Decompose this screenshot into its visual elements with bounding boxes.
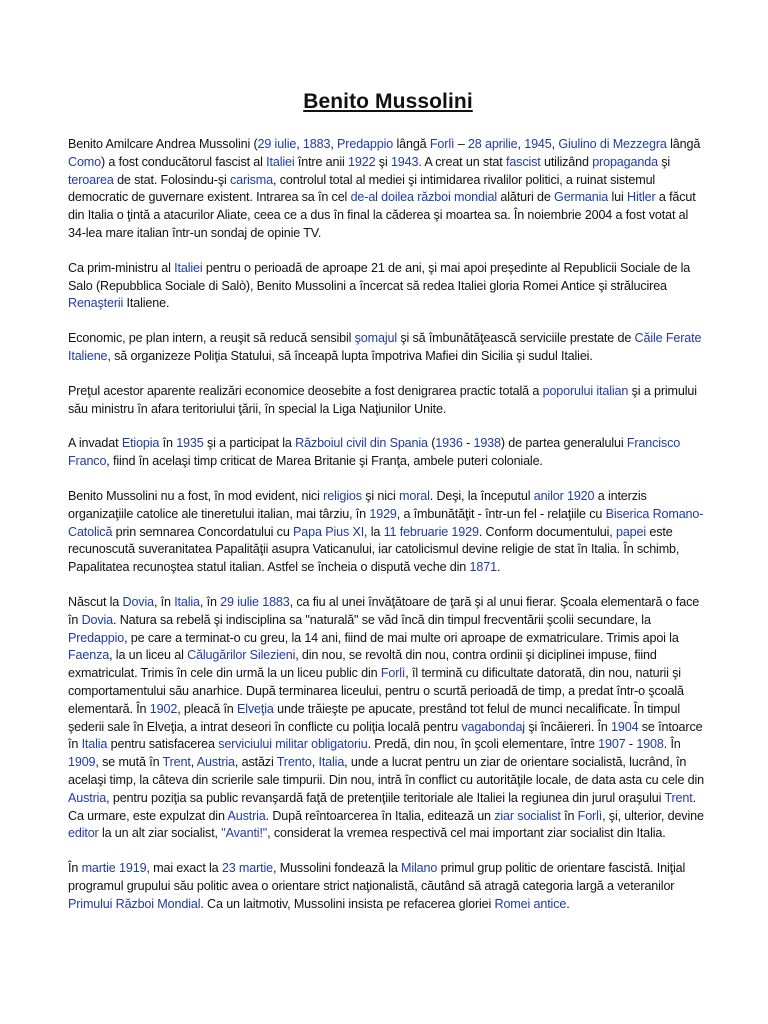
paragraph-text: . Ca urmare, este expulzat din: [68, 790, 696, 823]
paragraph-text: utilizând: [540, 154, 593, 169]
paragraph-text: a făcut din Italia o ţintă a atacurilor Aliate, ceea ce a dus în final la căderea şi moartea sa. În noiembrie 2004 a fost votat al 34-lea mare italian într-un sondaj de opinie TV.: [68, 190, 696, 240]
inline-link[interactable]: anilor 1920: [533, 488, 595, 503]
page-title: Benito Mussolini: [303, 90, 473, 113]
inline-link[interactable]: martie 1919: [81, 861, 147, 876]
paragraph-text: . A creat un stat: [418, 154, 506, 169]
paragraph-text: . Deşi, la începutul: [429, 488, 534, 503]
inline-link[interactable]: Călugărilor Silezieni: [187, 648, 296, 663]
paragraph: [68, 435, 708, 471]
inline-link[interactable]: 1883: [302, 137, 331, 151]
inline-link[interactable]: 1935: [176, 436, 204, 451]
paragraph: [68, 260, 708, 313]
paragraph-text: .: [496, 560, 501, 575]
inline-link[interactable]: Căile Ferate Italiene: [68, 331, 702, 363]
paragraph-text: Născut la: [68, 594, 123, 609]
inline-link[interactable]: 29 iulie 1883: [220, 594, 290, 609]
paragraph: [68, 383, 708, 419]
inline-link[interactable]: Predappio: [337, 137, 394, 151]
paragraph-text: alături de: [497, 190, 555, 205]
inline-link[interactable]: fascist: [505, 154, 541, 169]
inline-link[interactable]: Dovia: [81, 612, 114, 627]
paragraph-text: se întoarce în: [68, 719, 703, 752]
paragraph-text: . Natura sa rebelă şi indisciplina sa "naturală" se văd încă din timpul frecventării şcolii secundare, la: [113, 612, 651, 627]
paragraph-text: în: [560, 808, 578, 823]
inline-link[interactable]: Romei antice: [494, 896, 567, 911]
paragraph-text: . Predă, din nou, în şcoli elementare, între: [367, 737, 599, 752]
inline-link[interactable]: de-al doilea război mondial: [350, 190, 498, 205]
paragraph-text: . Conform documentului,: [478, 524, 616, 539]
inline-link[interactable]: Italia: [318, 755, 345, 770]
inline-link[interactable]: şomajul: [354, 331, 397, 346]
inline-link[interactable]: Como: [68, 154, 101, 169]
inline-link[interactable]: Papa Pius XI: [293, 524, 365, 539]
paragraph-text: pentru satisfacerea: [107, 737, 219, 752]
paragraph-text: ,: [190, 755, 197, 770]
inline-link[interactable]: Primului Război Mondial: [68, 896, 201, 911]
paragraph-text: , în: [153, 594, 175, 609]
inline-link[interactable]: Germania: [554, 190, 609, 205]
inline-link[interactable]: Hitler: [627, 190, 656, 205]
paragraph-text: -: [625, 737, 637, 752]
inline-link[interactable]: poporului italian: [542, 383, 629, 398]
inline-link[interactable]: 28 aprilie: [467, 137, 518, 151]
paragraph: [68, 330, 708, 366]
paragraph-text: ,: [551, 137, 559, 151]
paragraph-text: Ca prim-ministru al: [68, 260, 175, 275]
paragraph-text: lui: [608, 190, 628, 205]
paragraph-text: primul grup politic de orientare fascistă. Iniţial programul grupului său politic avea o orientare strict naţionalistă, căutând să atragă categoria largă a veteranilor: [68, 861, 686, 893]
inline-link[interactable]: 1929: [369, 506, 397, 521]
inline-link[interactable]: 1938: [473, 436, 501, 451]
paragraph-text: ) a fost conducătorul fascist al: [101, 154, 267, 169]
paragraph-text: prin semnarea Concordatului cu: [112, 524, 294, 539]
paragraph-text: şi să îmbunătăţească serviciile prestate de: [396, 331, 635, 346]
inline-link[interactable]: Italia: [174, 594, 200, 609]
inline-link[interactable]: 1904: [611, 719, 639, 734]
paragraph-text: între anii: [294, 154, 349, 169]
paragraph-text: , la: [364, 524, 384, 539]
inline-link[interactable]: 1902: [149, 701, 178, 716]
paragraph-text: , în: [199, 594, 221, 609]
paragraph-text: , să organizeze Poliţia Statului, să înceapă lupta împotriva Mafiei din Sicilia şi sudul Italiei.: [107, 348, 593, 363]
paragraph-text: lângă: [393, 137, 430, 151]
inline-link[interactable]: Războiul civil din Spania: [295, 436, 428, 451]
paragraph-text: , se mută în: [95, 755, 163, 770]
article-body: [68, 136, 708, 913]
inline-link[interactable]: 1908: [636, 737, 664, 752]
inline-link[interactable]: Francisco Franco: [68, 436, 681, 469]
inline-link[interactable]: propaganda: [592, 154, 658, 169]
inline-link[interactable]: Italiei: [266, 154, 295, 169]
inline-link[interactable]: Austria: [227, 808, 266, 823]
paragraph-text: şi încăiereri. În: [524, 719, 612, 734]
inline-link[interactable]: Italiei: [174, 260, 203, 275]
paragraph-text: ,: [330, 137, 338, 151]
inline-link[interactable]: Faenza: [68, 648, 110, 663]
paragraph-text: A invadat: [68, 436, 122, 451]
inline-link[interactable]: Trento: [276, 755, 312, 770]
inline-link[interactable]: Renaşterii: [68, 296, 124, 311]
paragraph-text: , Mussolini fondează la: [273, 861, 402, 876]
inline-link[interactable]: 1907: [598, 737, 626, 752]
inline-link[interactable]: 1943: [390, 154, 419, 169]
paragraph-text: , pleacă în: [177, 701, 237, 716]
inline-link[interactable]: Italia: [81, 737, 108, 752]
paragraph: [68, 594, 708, 843]
paragraph-text: , controlul total al mediei şi intimidarea rivalilor politici, a ruinat sistemul democratic de guvernare existent. Intrarea sa în cel: [68, 172, 656, 205]
inline-link[interactable]: 1945: [524, 137, 552, 151]
paragraph-text: , a îmbunătăţit - într-un fel - relaţiile cu: [396, 506, 606, 521]
paragraph-text: şi a participat la: [203, 436, 296, 451]
paragraph-text: este recunoscută suveranitatea Papalităţii asupra Vaticanului, iar catolicismul devine religie de stat în Italia. În schimb, Papalitatea recunoştea statul italian. Astfel se încheia o dispută veche din: [68, 524, 680, 575]
paragraph-text: , mai exact la: [146, 861, 222, 876]
paragraph-text: la un alt ziar socialist,: [98, 826, 222, 841]
inline-link[interactable]: Elveţia: [237, 701, 274, 716]
paragraph-text: ,: [311, 755, 319, 770]
inline-link[interactable]: 23 martie: [221, 861, 274, 876]
inline-link[interactable]: Giulino di Mezzegra: [558, 137, 667, 151]
paragraph-text: Benito Mussolini nu a fost, în mod evident, nici: [68, 488, 324, 503]
paragraph-text: , la un liceu al: [109, 648, 188, 663]
inline-link[interactable]: serviciului militar obligatoriu: [218, 737, 368, 752]
paragraph: [68, 136, 708, 243]
paragraph-text: , din nou, se revoltă din nou, contra ordinii şi diciplinei impuse, fiind exmatriculat. Trimis în cele din urmă la un liceu public din: [68, 648, 657, 681]
inline-link[interactable]: Trent: [664, 790, 693, 805]
paragraph-text: , pe care a terminat-o cu greu, la 14 ani, fiind de mai multe ori aproape de exmatriculare. Trimis apoi la: [124, 630, 679, 645]
inline-link[interactable]: Austria: [196, 755, 235, 770]
paragraph-text: şi a primului său ministru în afara teritoriului ţării, în special la Liga Naţiunilor Unite.: [68, 383, 697, 416]
paragraph-text: Economic, pe plan intern, a reuşit să reducă sensibil: [68, 331, 355, 346]
paragraph-text: , ca fiu al unei învăţătoare de ţară şi al unui fierar. Şcoala elementară o face în: [68, 594, 700, 627]
paragraph-text: lângă: [666, 137, 701, 151]
paragraph-text: unde trăieşte pe apucate, prestând tot felul de munci necalificate. În timpul şederii sale în Elveţia, a intrat deseori în conflicte cu poliţia locală pentru: [68, 701, 680, 734]
inline-link[interactable]: 1922: [348, 154, 376, 169]
inline-link[interactable]: Forlì: [380, 666, 406, 681]
paragraph-text: ,: [296, 137, 303, 151]
paragraph-text: , unde a lucrat pentru un ziar de orientare socialistă, lucrând, în acelaşi timp, la câteva din scrierile sale timpurii. Din nou, intră în conflict cu autorităţile locale, de data asta cu cele din: [68, 755, 705, 787]
inline-link[interactable]: 1909: [68, 755, 96, 770]
inline-link[interactable]: 1871: [469, 560, 497, 575]
paragraph-text: (: [427, 436, 436, 451]
inline-link[interactable]: vagabondaj: [461, 719, 525, 734]
paragraph-text: , astăzi: [234, 755, 277, 770]
paragraph-text: , fiind în acelaşi timp criticat de Marea Britanie şi Franţa, ambele puteri coloniale.: [106, 454, 543, 469]
inline-link[interactable]: teroarea: [68, 172, 114, 187]
paragraph-text: Benito Amilcare Andrea Mussolini (: [68, 137, 258, 151]
inline-link[interactable]: Milano: [401, 861, 438, 876]
paragraph-text: ) de partea generalului: [500, 436, 627, 451]
paragraph: [68, 488, 708, 577]
inline-link[interactable]: Dovia: [122, 594, 154, 609]
paragraph-text: -: [462, 436, 474, 451]
paragraph-text: , îl termină cu dificultate datorată, din nou, naturii şi comportamentului său anarhice. După terminarea liceului, pentru o scurtă perioadă de timp, a predat într-o şcoală elementară. În: [68, 666, 684, 716]
paragraph-text: Preţul acestor aparente realizări economice deosebite a fost denigrarea practic totală a: [68, 383, 543, 398]
paragraph-text: .: [566, 896, 570, 911]
paragraph-text: . După reîntoarcerea în Italia, editează un: [265, 808, 495, 823]
paragraph-text: . În: [663, 737, 681, 752]
paragraph-text: . Ca un laitmotiv, Mussolini insista pe refacerea gloriei: [200, 896, 495, 911]
inline-link[interactable]: Predappio: [68, 630, 125, 645]
inline-link[interactable]: moral: [399, 488, 430, 503]
paragraph-text: în: [159, 436, 177, 451]
inline-link[interactable]: Forlì: [577, 808, 603, 823]
inline-link[interactable]: Biserica Romano-Catolică: [68, 506, 704, 539]
paragraph-text: şi nici: [361, 488, 400, 503]
inline-link[interactable]: editor: [68, 826, 99, 841]
paragraph-text: , considerat la vremea respectivă cel mai important ziar socialist din Italia.: [267, 826, 666, 841]
inline-link[interactable]: Austria: [68, 790, 107, 805]
inline-link[interactable]: Etiopia: [121, 436, 160, 451]
inline-link[interactable]: religios: [323, 488, 362, 503]
inline-link[interactable]: 11 februarie 1929: [383, 524, 479, 539]
paragraph: [68, 860, 708, 913]
paragraph-text: În: [68, 861, 82, 876]
paragraph-text: şi: [657, 154, 671, 169]
paragraph-text: , şi, ulterior, devine: [602, 808, 704, 823]
paragraph-text: ,: [517, 137, 525, 151]
paragraph-text: de stat. Folosindu-şi: [113, 172, 230, 187]
paragraph-text: –: [454, 137, 468, 151]
inline-link[interactable]: 1936: [435, 436, 463, 451]
paragraph-text: şi: [375, 154, 391, 169]
inline-link[interactable]: "Avanti!": [221, 826, 268, 841]
paragraph-text: , pentru poziţia sa public revanşardă faţă de pretenţiile teritoriale ale Italiei la regiunea din jurul oraşului: [106, 790, 665, 805]
inline-link[interactable]: 29 iulie: [257, 137, 297, 151]
paragraph-text: Italiene.: [123, 296, 170, 311]
inline-link[interactable]: ziar socialist: [494, 808, 561, 823]
inline-link[interactable]: papei: [615, 524, 647, 539]
paragraph-text: a interzis organizaţiile catolice ale tineretului italian, mai târziu, în: [68, 488, 647, 521]
paragraph-text: pentru o perioadă de aproape 21 de ani, şi mai apoi preşedinte al Republicii Sociale de la Salo (Repubblica Sociale di Salò), Benito Mussolini a încercat să redea Italiei gloria Romei Antice şi strălucirea: [68, 260, 691, 293]
inline-link[interactable]: Trent: [162, 755, 191, 770]
inline-link[interactable]: Forlì: [429, 137, 455, 151]
inline-link[interactable]: carisma: [229, 172, 274, 187]
